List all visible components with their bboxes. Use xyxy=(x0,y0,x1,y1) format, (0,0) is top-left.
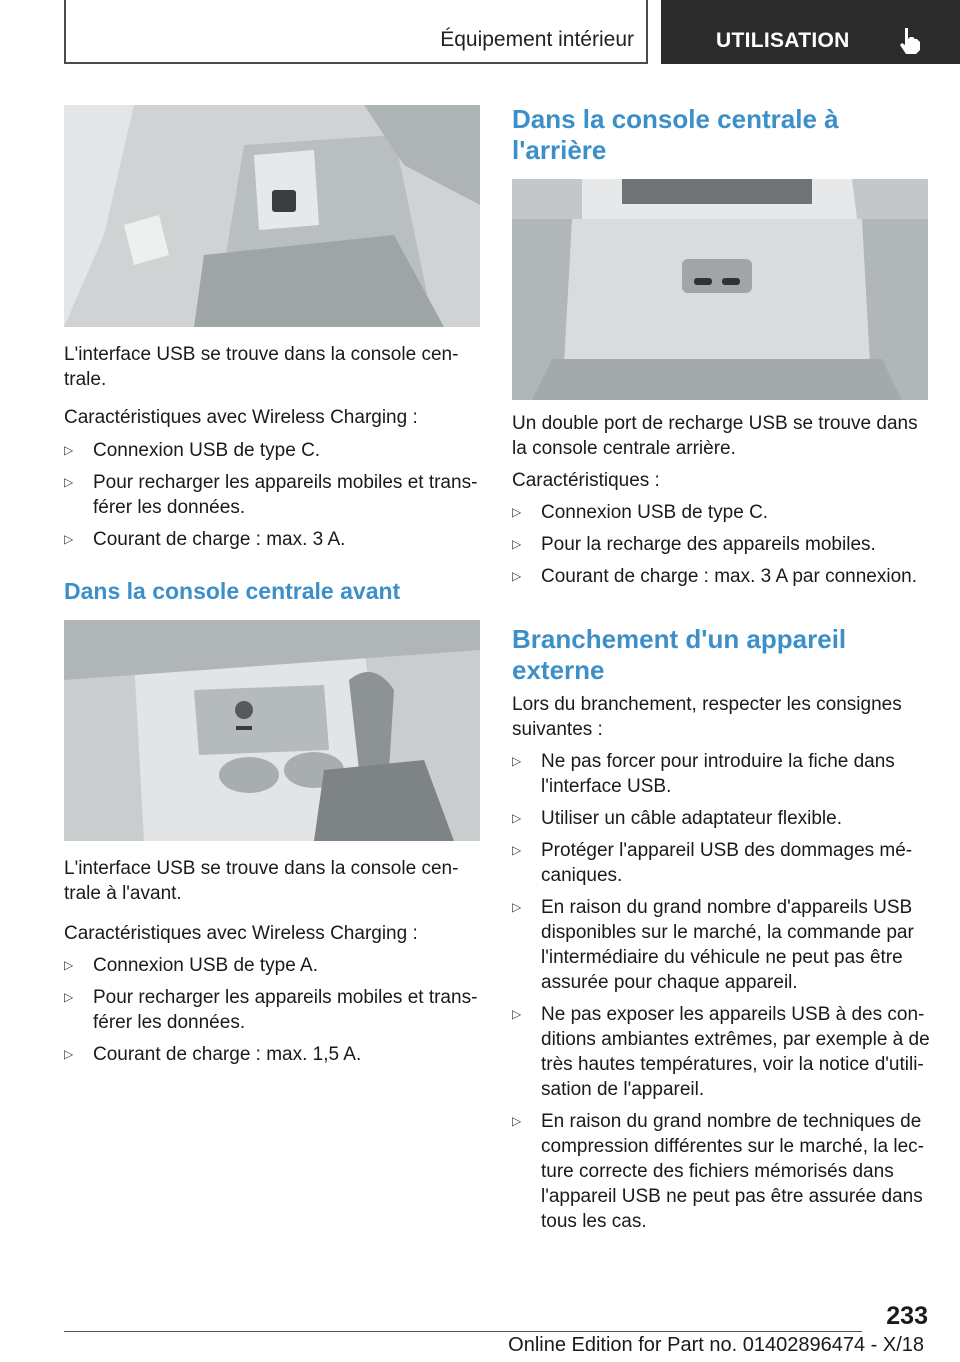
block2-intro: Caractéristiques avec Wireless Charging : xyxy=(64,923,418,944)
photo2-caption: L'interface USB se trouve dans la console cen‐ trale à l'avant. xyxy=(64,858,459,904)
list-item: ▷ Connexion USB de type C. xyxy=(64,440,321,461)
header-section-box xyxy=(64,0,648,64)
list-item: ▷ Connexion USB de type A. xyxy=(64,955,318,976)
heading-front-console: Dans la console centrale avant xyxy=(64,578,401,604)
photo1-caption: L'interface USB se trouve dans la console cen‐ trale. xyxy=(64,344,459,390)
page-number: 233 xyxy=(886,1302,928,1330)
bullet-triangle-icon: ▷ xyxy=(64,532,74,546)
bullet-triangle-icon: ▷ xyxy=(64,958,74,972)
rear-console-photo xyxy=(512,179,928,400)
list-item: ▷ En raison du grand nombre de techniques de compression différentes sur le marché, la lec‐ ture correcte des fichiers mémorisés dans l'appareil USB ne peut pas être assurée dans tous les cas. xyxy=(512,1111,924,1232)
hand-pointer-icon xyxy=(897,26,923,54)
list-item: ▷ Pour recharger les appareils mobiles et trans‐ férer les données. xyxy=(64,472,478,518)
bullet-triangle-icon: ▷ xyxy=(512,900,522,914)
block3-list xyxy=(512,500,928,596)
bullet-triangle-icon: ▷ xyxy=(64,475,74,489)
usb-console-photo xyxy=(64,105,480,327)
footer-divider xyxy=(64,1331,862,1332)
list-item: ▷ Courant de charge : max. 3 A. xyxy=(64,529,346,550)
heading-rear-console: Dans la console centrale à l'arrière xyxy=(512,104,839,165)
list-item: ▷ Courant de charge : max. 1,5 A. xyxy=(64,1044,362,1065)
bullet-triangle-icon: ▷ xyxy=(512,505,522,519)
bullet-triangle-icon: ▷ xyxy=(512,754,522,768)
list-item: ▷ Ne pas exposer les appareils USB à des con‐ ditions ambiantes extrêmes, par exemple à de très hautes températures, voir la notice d'utili‐ sation de l'appareil. xyxy=(512,1004,930,1100)
bullet-triangle-icon: ▷ xyxy=(512,569,522,583)
list-item: ▷ Pour la recharge des appareils mobiles. xyxy=(512,534,876,555)
bullet-triangle-icon: ▷ xyxy=(512,537,522,551)
list-item: ▷ Protéger l'appareil USB des dommages mé‐ caniques. xyxy=(512,840,913,886)
bullet-triangle-icon: ▷ xyxy=(64,1047,74,1061)
heading-external-device: Branchement d'un appareil externe xyxy=(512,624,847,685)
list-item: ▷ Connexion USB de type C. xyxy=(512,502,769,523)
block1-list xyxy=(64,438,480,559)
header-chapter-title: UTILISATION xyxy=(716,29,850,52)
header-section-title: Équipement intérieur xyxy=(440,28,634,51)
bullet-triangle-icon: ▷ xyxy=(512,843,522,857)
bullet-triangle-icon: ▷ xyxy=(64,990,74,1004)
header-chapter-box xyxy=(661,0,960,64)
bullet-triangle-icon: ▷ xyxy=(512,811,522,825)
list-item: ▷ Courant de charge : max. 3 A par connexion. xyxy=(512,566,918,587)
bullet-triangle-icon: ▷ xyxy=(512,1114,522,1128)
list-item: ▷ Utiliser un câble adaptateur flexible. xyxy=(512,808,843,829)
list-item: ▷ Pour recharger les appareils mobiles et trans‐ férer les données. xyxy=(64,987,478,1033)
block1-intro: Caractéristiques avec Wireless Charging : xyxy=(64,407,418,428)
front-console-photo xyxy=(64,620,480,841)
external-list xyxy=(512,749,932,1241)
list-item: ▷ En raison du grand nombre d'appareils USB disponibles sur le marché, la commande par l'intermédiaire du véhicule ne peut pas être assurée pour chaque appareil. xyxy=(512,897,914,993)
bullet-triangle-icon: ▷ xyxy=(64,443,74,457)
footer-edition: Online Edition for Part no. 01402896474 - X/18 xyxy=(508,1334,924,1356)
block2-list xyxy=(64,953,480,1074)
photo3-caption: Un double port de recharge USB se trouve dans la console centrale arrière. xyxy=(512,413,918,459)
bullet-triangle-icon: ▷ xyxy=(512,1007,522,1021)
list-item: ▷ Ne pas forcer pour introduire la fiche dans l'interface USB. xyxy=(512,751,895,797)
external-intro: Lors du branchement, respecter les consignes suivantes : xyxy=(512,694,902,740)
block3-intro: Caractéristiques : xyxy=(512,470,660,491)
